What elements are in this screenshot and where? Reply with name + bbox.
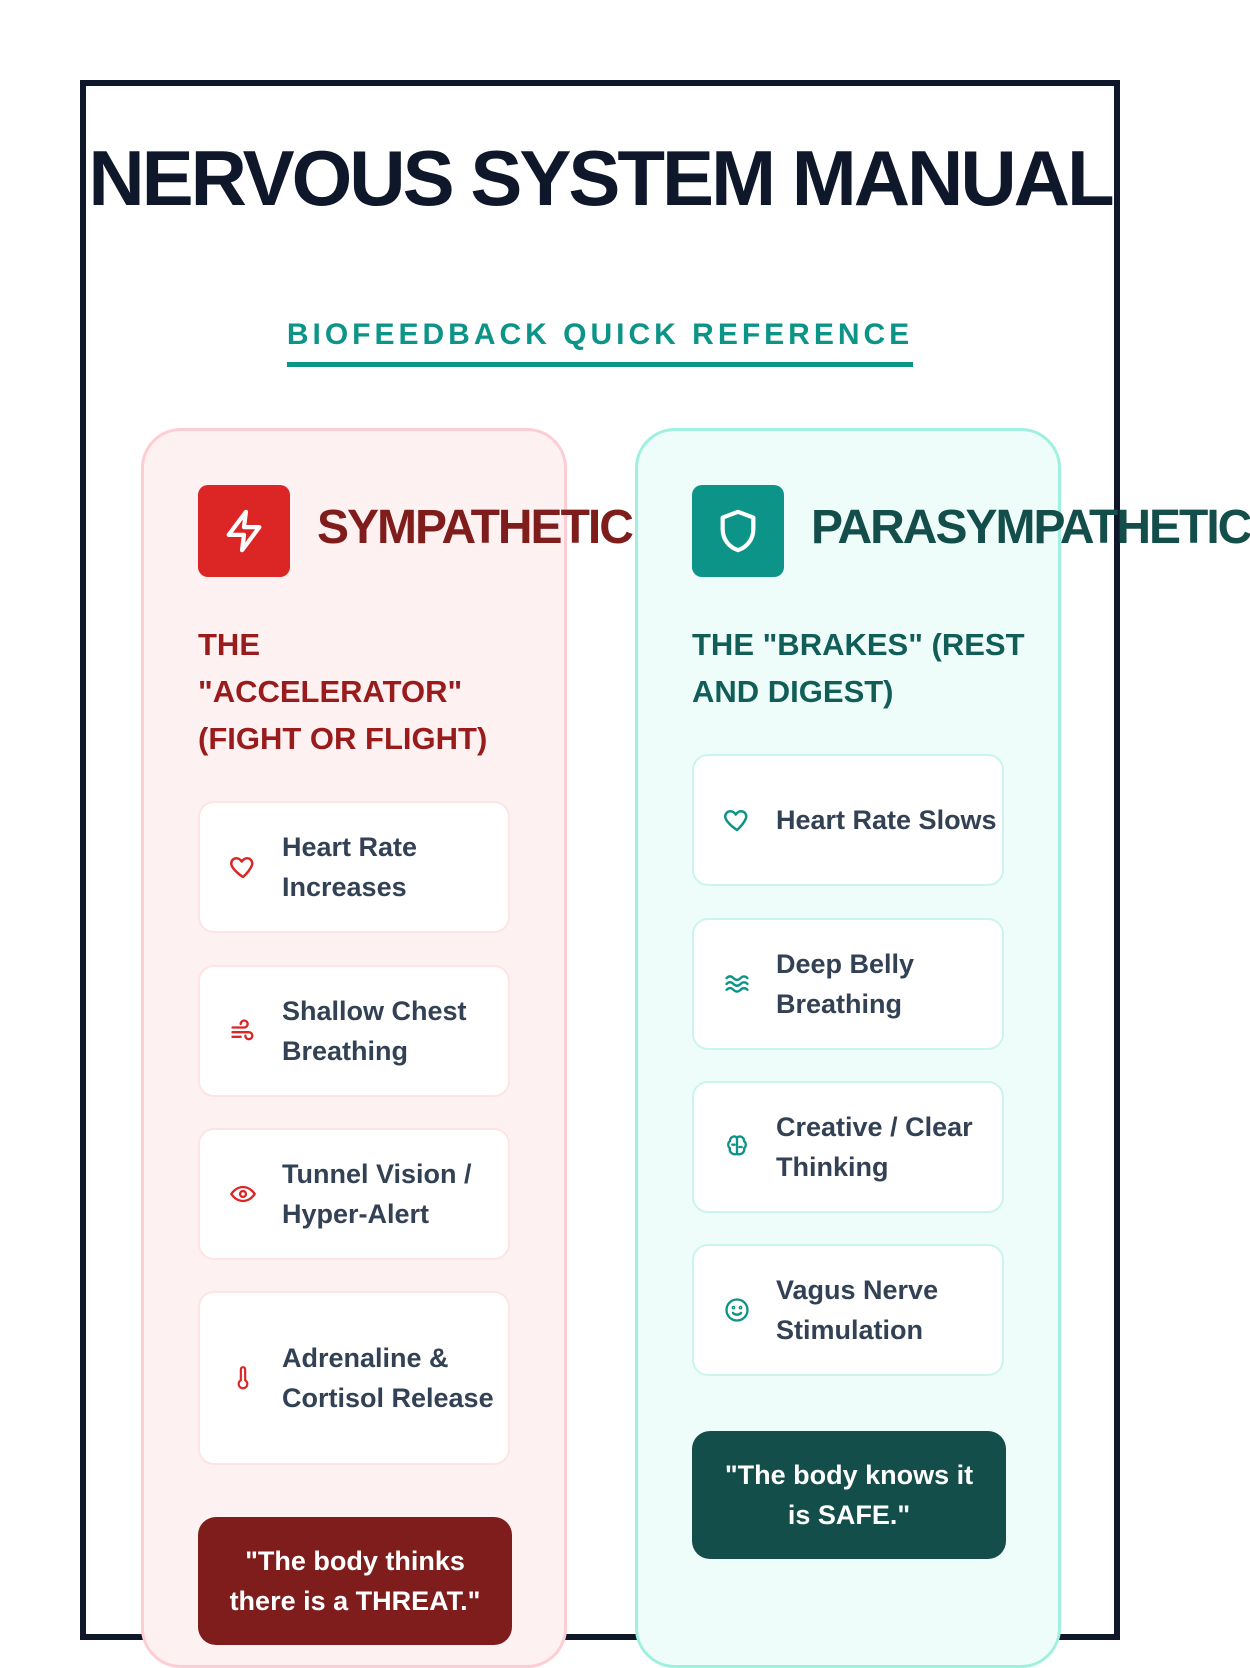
list-item [198, 801, 510, 933]
parasympathetic-column [635, 428, 1061, 1668]
parasympathetic-heading: PARASYMPATHETIC [811, 501, 1250, 554]
waves-icon [720, 967, 754, 1001]
list-item [692, 918, 1004, 1050]
list-item-label: Heart Rate Increases [282, 832, 418, 902]
list-item-label: Creative / Clear Thinking [776, 1112, 973, 1182]
sympathetic-tagline: THE "ACCELERATOR" (FIGHT OR FLIGHT) [198, 627, 488, 756]
brain-icon [720, 1130, 754, 1164]
eye-icon [226, 1177, 260, 1211]
list-item-label: Adrenaline & Cortisol Release [282, 1343, 494, 1413]
thermometer-icon [226, 1361, 260, 1395]
subtitle-wrapper [0, 318, 1200, 367]
list-item-label: Vagus Nerve Stimulation [776, 1275, 939, 1345]
list-item [692, 1244, 1004, 1376]
shield-icon [692, 485, 784, 577]
list-item-label: Deep Belly Breathing [776, 949, 915, 1019]
lightning-icon [198, 485, 290, 577]
parasympathetic-tagline: THE "BRAKES" (REST AND DIGEST) [692, 627, 1025, 709]
list-item-label: Shallow Chest Breathing [282, 996, 467, 1066]
list-item-label: Tunnel Vision / Hyper-Alert [282, 1159, 472, 1229]
wind-icon [226, 1014, 260, 1048]
list-item [198, 1128, 510, 1260]
page-subtitle: BIOFEEDBACK QUICK REFERENCE [287, 318, 913, 367]
heart-icon [226, 850, 260, 884]
list-item [692, 1081, 1004, 1213]
list-item [198, 1291, 510, 1465]
sympathetic-heading: SYMPATHETIC [317, 501, 632, 554]
sympathetic-column [141, 428, 567, 1668]
smile-icon [720, 1293, 754, 1327]
page-title: NERVOUS SYSTEM MANUAL [88, 134, 1112, 222]
list-item [692, 754, 1004, 886]
heart-icon [720, 803, 754, 837]
sympathetic-quote: "The body thinks there is a THREAT." [198, 1517, 512, 1645]
list-item-label: Heart Rate Slows [776, 805, 997, 835]
parasympathetic-quote: "The body knows it is SAFE." [692, 1431, 1006, 1559]
list-item [198, 965, 510, 1097]
